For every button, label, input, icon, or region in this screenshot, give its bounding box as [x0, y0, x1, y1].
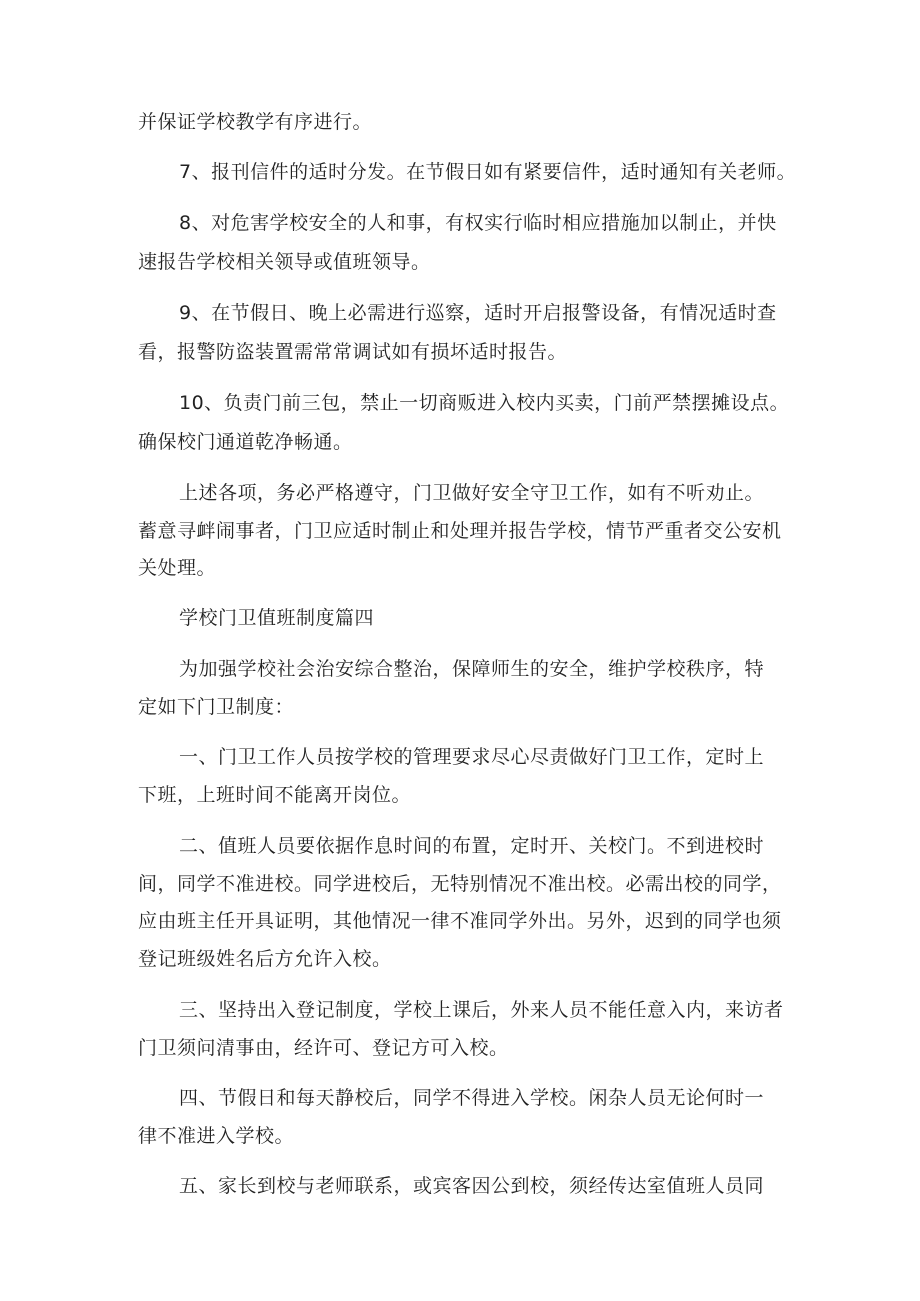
paragraph-line: 四、节假日和每天静校后，同学不得进入学校。闲杂人员无论何时一 [179, 1087, 765, 1109]
paragraph-line: 三、坚持出入登记制度，学校上课后，外来人员不能任意入内，来访者 [179, 999, 784, 1021]
paragraph-line: 10、负责门前三包，禁止一切商贩进入校内买卖，门前严禁摆摊设点。 [179, 392, 790, 414]
paragraph-line: 确保校门通道乾净畅通。 [138, 431, 353, 453]
paragraph-line: 蓄意寻衅闹事者，门卫应适时制止和处理并报告学校，情节严重者交公安机 [138, 520, 782, 542]
paragraph-line: 门卫须问清事由，经许可、登记方可入校。 [138, 1037, 509, 1059]
paragraph-line: 速报告学校相关领导或值班领导。 [138, 251, 431, 273]
paragraph-line: 8、对危害学校安全的人和事，有权实行临时相应措施加以制止，并快 [179, 212, 777, 234]
paragraph-line: 7、报刊信件的适时分发。在节假日如有紧要信件，适时通知有关老师。 [179, 161, 797, 183]
paragraph-line: 并保证学校教学有序进行。 [138, 111, 373, 133]
paragraph-line: 二、值班人员要依据作息时间的布置，定时开、关校门。不到进校时 [179, 835, 765, 857]
paragraph-line: 登记班级姓名后方允许入校。 [138, 948, 392, 970]
paragraph-line: 下班，上班时间不能离开岗位。 [138, 784, 412, 806]
paragraph-line: 五、家长到校与老师联系，或宾客因公到校，须经传达室值班人员同 [179, 1175, 765, 1197]
paragraph-line: 关处理。 [138, 557, 217, 579]
paragraph-line: 9、在节假日、晚上必需进行巡察，适时开启报警设备，有情况适时查 [179, 302, 777, 324]
paragraph-line: 看，报警防盗装置需常常调试如有损坏适时报告。 [138, 341, 568, 363]
paragraph-line: 上述各项，务必严格遵守，门卫做好安全守卫工作，如有不听劝止。 [179, 482, 765, 504]
section-heading: 学校门卫值班制度篇四 [179, 607, 375, 629]
paragraph-line: 律不准进入学校。 [138, 1125, 295, 1147]
paragraph-line: 定如下门卫制度： [138, 696, 295, 718]
paragraph-line: 为加强学校社会治安综合整治，保障师生的安全，维护学校秩序，特 [179, 658, 765, 680]
paragraph-line: 一、门卫工作人员按学校的管理要求尽心尽责做好门卫工作，定时上 [179, 746, 765, 768]
paragraph-line: 应由班主任开具证明，其他情况一律不准同学外出。另外，迟到的同学也须 [138, 910, 782, 932]
paragraph-line: 间，同学不准进校。同学进校后，无特别情况不准出校。必需出校的同学， [138, 873, 782, 895]
